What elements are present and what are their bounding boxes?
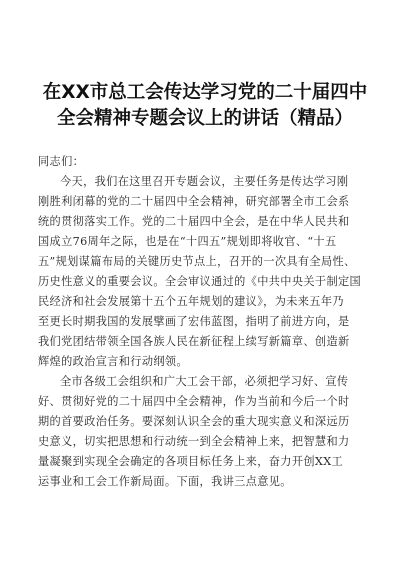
paragraph-line: 民经济和社会发展第十五个五年规划的建议》，为未来五年乃: [38, 295, 344, 308]
paragraph-line: 刚胜利闭幕的党的二十届四中全会精神，研究部署全市工会系: [38, 195, 350, 208]
paragraph-line: 运事业和工会工作新局面。下面，我讲三点意见。: [38, 475, 292, 488]
paragraph-line: 量凝聚到实现全会确定的各项目标任务上来，奋力开创XX工: [38, 455, 344, 468]
document-title-line-2: 全会精神专题会议上的讲话（精品）: [56, 108, 353, 129]
paragraph-line: 期的首要政治任务。要深刻认识全会的重大现实意义和深远历: [38, 415, 350, 428]
paragraph-line: 至更长时期我国的发展擘画了宏伟蓝图，指明了前进方向，是: [38, 315, 350, 328]
greeting: 同志们：: [38, 155, 85, 168]
paragraph-line: 全市各级工会组织和广大工会干部，必须把学习好、宣传: [60, 375, 349, 388]
paragraph-line: 史意义，切实把思想和行动统一到全会精神上来，把智慧和力: [38, 435, 350, 448]
paragraph-line: 历史性意义的重要会议。全会审议通过的《中共中央关于制定国: [38, 275, 362, 288]
paragraph-line: 国成立76周年之际，也是在“十四五”规划即将收官、“十五: [38, 235, 337, 248]
paragraph-line: 统的贯彻落实工作。党的二十届四中全会，是在中华人民共和: [38, 215, 350, 228]
paragraph-line: 好、贯彻好党的二十届四中全会精神，作为当前和今后一个时: [38, 395, 350, 408]
paragraph-line: 五”规划谋篇布局的关键历史节点上，召开的一次具有全局性、: [38, 255, 356, 268]
document-title-line-1: 在XX市总工会传达学习党的二十届四中: [42, 82, 368, 103]
paragraph-line: 今天，我们在这里召开专题会议，主要任务是传达学习刚: [60, 175, 349, 188]
paragraph-line: 我们党团结带领全国各族人民在新征程上续写新篇章、创造新: [38, 335, 350, 348]
paragraph-line: 辉煌的政治宣言和行动纲领。: [38, 355, 188, 368]
